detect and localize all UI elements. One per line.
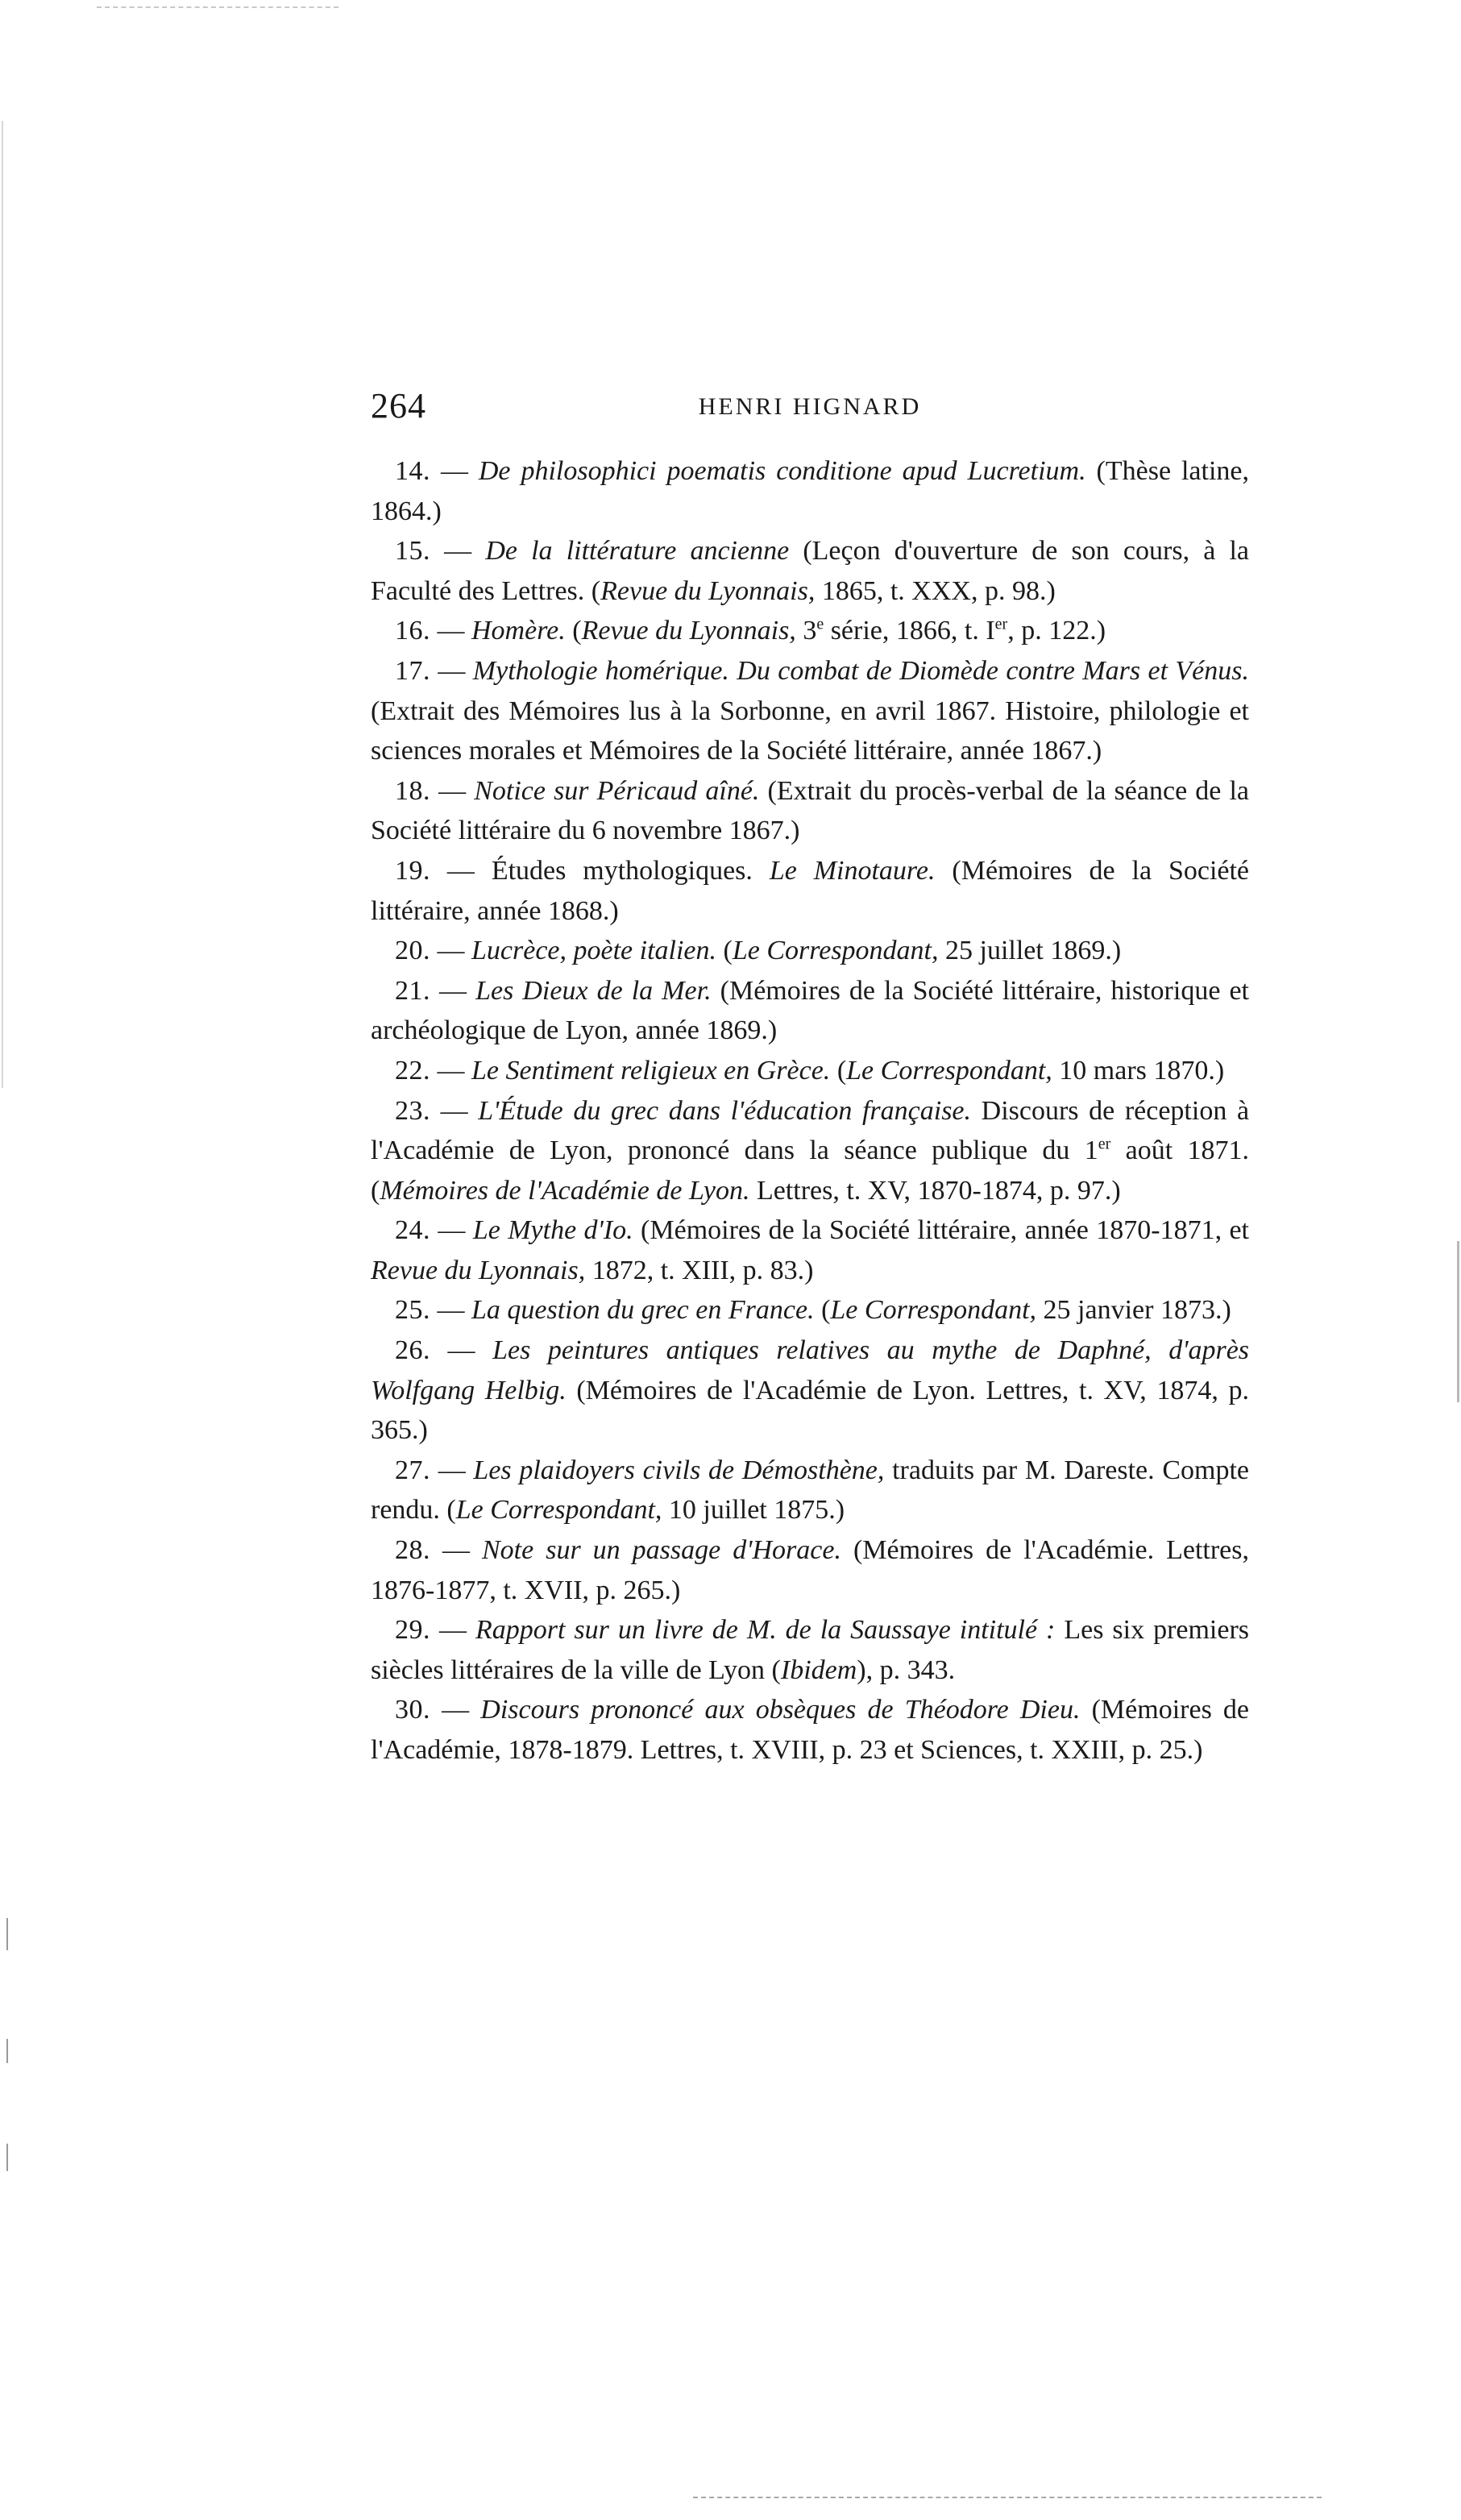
entry-title-italic: De philosophici poematis conditione apud Lucretium. — [478, 456, 1086, 486]
superscript: er — [1098, 1135, 1111, 1153]
bibliography-entry — [371, 771, 1249, 851]
entry-title-italic: Les Dieux de la Mer. — [475, 975, 712, 1006]
bibliography-entry — [371, 971, 1249, 1051]
entry-dash: — — [446, 855, 475, 886]
entry-text: (Mémoires de l'Académie, 1878-1879. Lettres, t. XVIII, p. 23 et Sciences, t. XXIII, p. 25.) — [371, 1695, 1250, 1765]
entry-title-italic: De la littérature ancienne — [485, 536, 790, 567]
entry-title-italic: Le Minotaure. — [769, 855, 936, 886]
entry-title-italic: Mémoires de l'Académie de Lyon. — [380, 1175, 750, 1206]
entry-text: (Thèse latine, 1864.) — [371, 456, 1249, 526]
entry-number: 22. — [395, 1055, 430, 1086]
entry-text: 10 mars 1870.) — [1052, 1055, 1225, 1086]
entry-text: (Mémoires de la Société littéraire, année 1868.) — [371, 855, 1250, 926]
entry-title-italic: Homère. — [471, 616, 566, 646]
bibliography-entry — [371, 1051, 1249, 1091]
entry-text: série, 1866, t. I — [824, 616, 995, 646]
entry-title-italic: Notice sur Péricaud aîné. — [474, 775, 760, 806]
entry-text: 1872, t. XIII, p. 83.) — [585, 1255, 814, 1285]
page-header — [371, 385, 1249, 434]
scan-edge-left — [2, 121, 3, 1088]
bibliography-entry — [371, 1331, 1249, 1451]
entry-text: Discours de réception à l'Académie de Lyon, prononcé dans la séance publique du 1 — [371, 1095, 1250, 1166]
entry-title-italic: L'Étude du grec dans l'éducation française. — [478, 1095, 972, 1126]
entry-text: (Mémoires de la Société littéraire, historique et archéologique de Lyon, année 1869.) — [371, 975, 1249, 1046]
entry-title-italic: Revue du Lyonnais, — [600, 575, 816, 606]
page-number: 264 — [371, 386, 426, 426]
superscript: er — [994, 616, 1008, 634]
entry-number: 28. — [395, 1535, 430, 1566]
bibliography-entry — [371, 611, 1249, 651]
entry-text: ( — [814, 1295, 831, 1326]
entry-title-italic: Revue du Lyonnais, — [371, 1255, 586, 1285]
entry-title-italic: Ibidem — [780, 1654, 857, 1685]
entry-dash: — — [438, 775, 467, 806]
entry-title-italic: Le Correspondant, — [732, 936, 939, 966]
entry-number: 26. — [395, 1335, 430, 1366]
entry-text: 10 juillet 1875.) — [662, 1495, 845, 1526]
entry-text: Lettres, t. XV, 1870-1874, p. 97.) — [749, 1175, 1121, 1206]
entry-number: 19. — [395, 855, 430, 886]
scan-mark — [6, 1918, 8, 1950]
entry-number: 15. — [395, 536, 430, 567]
scan-edge-bottom — [693, 2497, 1322, 2498]
entry-title-italic: Note sur un passage d'Horace. — [482, 1535, 841, 1566]
bibliography-entry — [371, 531, 1249, 611]
entry-text: , p. 122.) — [1007, 616, 1106, 646]
entry-title-italic: Rapport sur un livre de M. de la Saussaye intitulé : — [475, 1615, 1056, 1646]
bibliography-entry — [371, 1610, 1249, 1690]
scan-edge-top — [97, 6, 338, 8]
bibliography-entry — [371, 931, 1249, 971]
entry-number: 16. — [395, 616, 430, 646]
entry-number: 30. — [395, 1695, 430, 1725]
entry-title-italic: Le Mythe d'Io. — [472, 1215, 633, 1246]
entry-number: 14. — [395, 456, 430, 486]
entry-text: 25 juillet 1869.) — [938, 936, 1122, 966]
bibliography-entry — [371, 651, 1249, 771]
entry-text: août 1871. ( — [371, 1135, 1249, 1206]
bibliography-list — [371, 451, 1249, 1771]
entry-number: 21. — [395, 975, 430, 1006]
entry-text: 3 — [795, 616, 817, 646]
entry-number: 17. — [395, 655, 430, 686]
bibliography-entry — [371, 1690, 1249, 1770]
entry-number: 25. — [395, 1295, 430, 1326]
entry-dash: — — [438, 655, 466, 686]
entry-title-italic: Le Correspondant, — [455, 1495, 662, 1526]
entry-dash: — — [440, 1095, 468, 1126]
entry-text: (Mémoires de la Société littéraire, année 1870-1871, et — [633, 1215, 1250, 1246]
entry-dash: — — [437, 936, 465, 966]
superscript: e — [816, 616, 824, 634]
entry-text: ( — [830, 1055, 847, 1086]
entry-text: traduits par M. Dareste. Compte rendu. ( — [371, 1455, 1250, 1526]
entry-text: ( — [565, 616, 582, 646]
entry-number: 27. — [395, 1455, 430, 1485]
entry-title-italic: Le Correspondant, — [830, 1295, 1037, 1326]
entry-dash: — — [447, 1335, 475, 1366]
entry-text: ( — [716, 936, 733, 966]
scan-mark — [6, 2144, 8, 2171]
entry-dash: — — [442, 1535, 470, 1566]
running-title: HENRI HIGNARD — [698, 393, 922, 420]
entry-number: 24. — [395, 1215, 430, 1246]
entry-title-italic: Le Correspondant, — [846, 1055, 1052, 1086]
entry-dash: — — [442, 1695, 470, 1725]
bibliography-entry — [371, 1530, 1249, 1610]
entry-dash: — — [438, 1615, 467, 1646]
entry-title-italic: Lucrèce, poète italien. — [471, 936, 717, 966]
entry-text: (Leçon d'ouverture de son cours, à la Faculté des Lettres. ( — [371, 536, 1250, 606]
entry-text: Études mythologiques. — [491, 855, 770, 886]
entry-dash: — — [438, 1215, 466, 1246]
entry-text: (Extrait des Mémoires lus à la Sorbonne, en avril 1867. Histoire, philologie et sciences morales et Mémoires de la Société littéraire, année 1867.) — [371, 695, 1249, 766]
entry-dash: — — [444, 536, 472, 567]
entry-dash: — — [437, 1295, 465, 1326]
entry-dash: — — [438, 1455, 466, 1485]
entry-title-italic: Mythologie homérique. Du combat de Diomède contre Mars et Vénus. — [472, 655, 1249, 686]
entry-dash: — — [439, 975, 467, 1006]
entry-text: ), p. 343. — [857, 1654, 956, 1685]
entry-number: 18. — [395, 775, 430, 806]
entry-title-italic: La question du grec en France. — [471, 1295, 815, 1326]
bibliography-entry — [371, 1290, 1249, 1331]
entry-number: 29. — [395, 1615, 430, 1646]
entry-text: (Mémoires de l'Académie. Lettres, 1876-1877, t. XVII, p. 265.) — [371, 1535, 1249, 1605]
entry-dash: — — [437, 1055, 465, 1086]
entry-title-italic: Revue du Lyonnais, — [581, 616, 796, 646]
bibliography-entry — [371, 1091, 1249, 1211]
bibliography-entry — [371, 1451, 1249, 1530]
entry-title-italic: Le Sentiment religieux en Grèce. — [471, 1055, 831, 1086]
entry-title-italic: Les peintures antiques relatives au mythe de Daphné, d'après Wolfgang Helbig. — [371, 1335, 1250, 1405]
entry-text: (Mémoires de l'Académie de Lyon. Lettres, t. XV, 1874, p. 365.) — [371, 1375, 1249, 1446]
entry-number: 23. — [395, 1095, 430, 1126]
bibliography-entry — [371, 1210, 1249, 1290]
entry-text: Les six premiers siècles littéraires de la ville de Lyon ( — [371, 1615, 1250, 1685]
entry-text: (Extrait du procès-verbal de la séance de la Société littéraire du 6 novembre 1867.) — [371, 775, 1250, 846]
bibliography-entry — [371, 451, 1249, 531]
entry-number: 20. — [395, 936, 430, 966]
entry-text: 1865, t. XXX, p. 98.) — [815, 575, 1056, 606]
entry-dash: — — [437, 616, 465, 646]
scan-mark — [6, 2039, 8, 2063]
entry-title-italic: Discours prononcé aux obsèques de Théodore Dieu. — [480, 1695, 1081, 1725]
bibliography-entry — [371, 851, 1249, 931]
scan-edge-right — [1457, 1241, 1459, 1402]
entry-text: 25 janvier 1873.) — [1036, 1295, 1231, 1326]
entry-title-italic: Les plaidoyers civils de Démosthène, — [473, 1455, 885, 1485]
entry-dash: — — [440, 456, 468, 486]
